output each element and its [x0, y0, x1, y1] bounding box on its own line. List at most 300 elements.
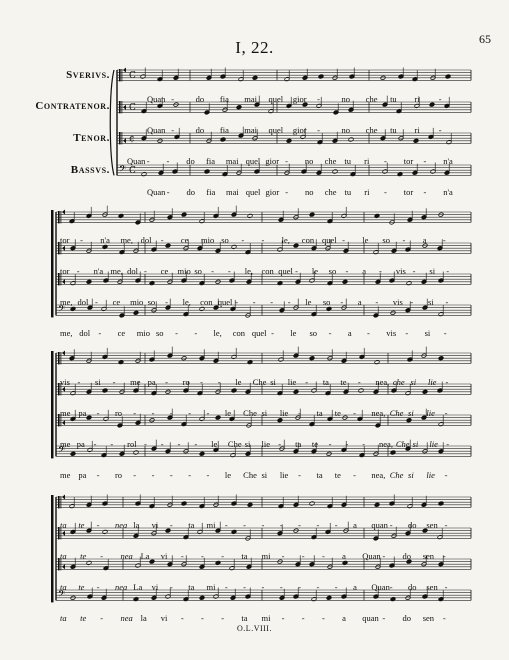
lyric-syllable: pa — [78, 408, 87, 418]
note-head — [390, 450, 396, 455]
lyric-syllable: Che — [243, 470, 257, 480]
lyric-syllable: ta — [322, 377, 329, 387]
lyric-syllable: so — [328, 266, 337, 276]
lyric-syllable: - — [382, 613, 386, 623]
lyric-syllable: so — [221, 235, 229, 245]
lyric-syllable: si — [244, 439, 251, 449]
note-head — [406, 281, 412, 286]
lyric-syllable: Che — [389, 470, 404, 480]
lyric-syllable: - — [287, 297, 291, 307]
note-head — [342, 279, 348, 284]
time-signature-icon: C — [129, 71, 136, 81]
note-head — [438, 501, 444, 506]
page-footer: O.L.VIII. — [237, 624, 272, 633]
lyric-syllable: Quan — [127, 156, 146, 166]
c-clef-icon — [61, 496, 62, 508]
note-head — [102, 244, 108, 249]
note-head — [133, 597, 139, 602]
note-head — [293, 243, 299, 248]
lyric-syllable: no — [341, 125, 350, 135]
lyric-syllable: te — [340, 377, 347, 387]
lyric-syllable: - — [298, 408, 301, 418]
lyric-syllable: vis — [386, 328, 397, 338]
lyric-syllable: tor — [403, 156, 414, 166]
lyric-syllable: ta — [316, 470, 323, 480]
voice-name-superius: Sverivs. — [66, 69, 110, 81]
lyric-syllable: do — [186, 187, 195, 197]
lyric-syllable: lie — [279, 408, 289, 418]
lyric-syllable: quel — [268, 94, 284, 104]
lyric-syllable: - — [442, 551, 446, 561]
lyric-syllable: ce — [112, 297, 121, 307]
lyric-syllable: sen — [422, 551, 435, 561]
lyric-syllable: vis — [60, 377, 70, 387]
lyric-syllable: - — [389, 520, 393, 530]
lyric-syllable: tu — [390, 125, 397, 135]
lyric-syllable: - — [442, 613, 446, 623]
lyric-syllable: - — [444, 408, 448, 418]
note-head — [374, 502, 380, 507]
c-clef-icon — [62, 495, 65, 500]
note-head — [215, 415, 221, 420]
lyric-syllable: - — [201, 613, 204, 623]
lyric-syllable: - — [188, 470, 192, 480]
note-head — [332, 169, 338, 174]
lyric-syllable: mio — [177, 266, 191, 276]
lyric-syllable: mi — [206, 520, 216, 530]
lyric-syllable: ce — [160, 266, 169, 276]
lyric-syllable: - — [321, 613, 325, 623]
lyric-syllable: tor — [60, 266, 70, 276]
c-clef-icon — [61, 211, 62, 223]
c-clef-icon — [122, 101, 123, 113]
note-head — [181, 501, 187, 506]
note-head — [181, 212, 187, 217]
lyric-syllable: mai — [244, 94, 257, 104]
lyric-syllable: lie — [261, 439, 270, 449]
lyric-syllable: si — [429, 266, 436, 276]
lyric-syllable: me — [60, 408, 71, 418]
c-clef-icon — [62, 420, 65, 425]
lyric-syllable: mio — [130, 297, 144, 307]
lyric-syllable: me, — [110, 266, 123, 276]
lyric-syllable: ta — [60, 613, 67, 623]
lyric-syllable: no — [304, 156, 314, 166]
lyric-syllable: so — [194, 266, 202, 276]
lyric-syllable: vi — [151, 582, 159, 592]
lyric-syllable: ta — [60, 582, 67, 592]
piece-title: I, 22. — [235, 38, 274, 57]
lyric-syllable: - — [281, 613, 285, 623]
note-head — [309, 501, 315, 506]
lyric-syllable: nea, — [375, 377, 390, 387]
lyric-syllable: Che — [389, 408, 404, 418]
lyric-syllable: - — [76, 266, 80, 276]
lyric-syllable: quel — [245, 156, 261, 166]
lyric-syllable: ta — [295, 439, 302, 449]
lyric-syllable: si — [412, 439, 419, 449]
lyric-syllable: - — [169, 520, 173, 530]
lyric-syllable: - — [221, 613, 225, 623]
lyric-syllable: me — [60, 439, 71, 449]
lyric-syllable: n'a — [100, 235, 110, 245]
lyric-syllable: le — [305, 297, 312, 307]
lyric-syllable: - — [166, 187, 170, 197]
lyric-syllable: gior — [265, 187, 280, 197]
lyric-syllable: La — [133, 582, 143, 592]
lyric-syllable: - — [334, 582, 338, 592]
lyric-syllable: Che — [227, 439, 242, 449]
lyric-syllable: - — [285, 187, 289, 197]
lyric-syllable: con — [200, 297, 213, 307]
note-head — [86, 415, 92, 420]
lyric-syllable: Che — [395, 439, 410, 449]
lyric-syllable: gior — [292, 94, 307, 104]
note-head — [406, 418, 412, 423]
lyric-syllable: che — [365, 125, 378, 135]
c-clef-icon — [123, 138, 126, 143]
lyric-syllable: me — [60, 470, 71, 480]
lyric-syllable: - — [383, 156, 387, 166]
lyric-syllable: con — [261, 266, 274, 276]
lyric-syllable: n'a — [443, 187, 453, 197]
lyric-syllable: - — [95, 297, 98, 307]
lyric-syllable: do — [195, 125, 205, 135]
lyric-syllable: - — [96, 582, 100, 592]
lyric-syllable: le, — [281, 235, 290, 245]
lyric-syllable: ta — [241, 613, 248, 623]
c-clef-icon — [62, 351, 65, 356]
note-head — [390, 597, 396, 602]
lyric-syllable: me, — [60, 328, 73, 338]
brace — [110, 70, 114, 175]
page-number: 65 — [479, 32, 491, 46]
time-signature-icon: C — [129, 103, 136, 113]
voice-name-bassus: Bassvs. — [70, 164, 110, 176]
note-head — [70, 451, 76, 456]
c-clef-icon — [62, 210, 65, 215]
lyric-syllable: - — [301, 613, 305, 623]
lyric-syllable: - — [445, 377, 449, 387]
lyric-syllable: te — [334, 408, 341, 418]
bass-clef-icon: 𝄢 — [58, 444, 66, 458]
lyric-syllable: - — [384, 187, 387, 197]
lyric-syllable: le, — [244, 266, 253, 276]
lyric-syllable: - — [271, 328, 274, 338]
lyric-syllable: - — [389, 582, 393, 592]
lyric-syllable: nea — [120, 551, 133, 561]
lyric-syllable: fia — [206, 156, 216, 166]
lyric-syllable: sen — [426, 582, 438, 592]
lyric-syllable: a — [422, 235, 427, 245]
lyric-syllable: fia — [219, 125, 229, 135]
lyric-syllable: a — [357, 297, 362, 307]
lyric-syllable: nea — [114, 520, 128, 530]
lyric-syllable: dol — [140, 235, 152, 245]
lyric-syllable: - — [243, 582, 247, 592]
note-head — [102, 388, 108, 393]
lyric-syllable: a — [353, 520, 357, 530]
lyric-syllable: lie — [287, 377, 297, 387]
lyric-syllable: - — [100, 551, 104, 561]
lyric-syllable: si — [427, 297, 434, 307]
lyric-syllable: - — [382, 551, 386, 561]
lyric-syllable: - — [200, 377, 204, 387]
lyric-syllable: tu — [390, 94, 397, 104]
note-head — [133, 450, 139, 455]
lyric-syllable: - — [96, 470, 100, 480]
lyric-syllable: - — [446, 266, 450, 276]
lyric-syllable: lie — [426, 408, 435, 418]
lyric-syllable: te — [80, 613, 87, 623]
lyric-syllable: so — [382, 235, 390, 245]
lyric-syllable: - — [446, 439, 450, 449]
note-head — [165, 243, 171, 248]
note-head — [133, 310, 139, 315]
lyric-syllable: - — [243, 520, 247, 530]
note-head — [86, 560, 92, 565]
note-head — [348, 137, 354, 142]
lyric-syllable: do — [408, 582, 417, 592]
lyric-syllable: sen — [426, 520, 438, 530]
note-head — [326, 306, 332, 311]
lyric-syllable: nea — [114, 582, 128, 592]
lyric-syllable: - — [96, 408, 100, 418]
note-head — [397, 172, 403, 177]
lyric-syllable: - — [353, 408, 356, 418]
lyric-syllable: sen — [422, 613, 435, 623]
c-clef-icon — [62, 246, 65, 251]
c-clef-icon — [61, 352, 62, 364]
note-head — [220, 137, 226, 142]
lyric-syllable: mi — [261, 613, 271, 623]
note-head — [204, 169, 210, 174]
lyric-syllable: - — [221, 551, 225, 561]
note-head — [236, 105, 242, 110]
lyric-syllable: - — [100, 613, 104, 623]
lyric-syllable: - — [165, 377, 168, 387]
lyric-syllable: - — [305, 377, 309, 387]
lyric-syllable: - — [412, 266, 416, 276]
lyric-syllable: a — [342, 613, 346, 623]
lyric-syllable: do — [402, 551, 412, 561]
lyric-syllable: ta — [188, 520, 195, 530]
lyric-syllable: le — [211, 439, 218, 449]
lyric-syllable: - — [217, 377, 221, 387]
lyric-syllable: - — [169, 408, 173, 418]
lyric-syllable: - — [143, 439, 147, 449]
note-head — [118, 360, 124, 365]
lyric-syllable: n'a — [93, 266, 104, 276]
lyric-syllable: no — [305, 187, 314, 197]
lyric-syllable: quel — [268, 125, 284, 135]
lyric-syllable: - — [298, 520, 301, 530]
lyric-syllable: mai — [244, 125, 257, 135]
lyric-syllable: Quan — [362, 551, 381, 561]
lyric-syllable: la — [140, 613, 147, 623]
lyric-syllable: - — [175, 328, 178, 338]
lyric-syllable: la — [133, 520, 140, 530]
lyric-syllable: le — [224, 408, 231, 418]
lyric-syllable: rol — [127, 439, 137, 449]
lyric-syllable: tor — [403, 187, 414, 197]
lyric-syllable: - — [261, 235, 265, 245]
lyric-syllable: - — [438, 125, 442, 135]
c-clef-icon — [58, 211, 60, 223]
note-head — [86, 279, 92, 284]
note-head — [247, 213, 253, 218]
lyric-syllable: me, — [120, 235, 133, 245]
lyric-syllable: - — [235, 297, 239, 307]
lyric-syllable: ce — [180, 235, 189, 245]
lyric-syllable: le — [290, 328, 297, 338]
note-head — [277, 281, 283, 286]
lyric-syllable: lie — [429, 439, 438, 449]
lyric-syllable: ro — [114, 470, 123, 480]
lyric-syllable: nea, — [379, 439, 393, 449]
lyric-syllable: gior — [265, 156, 280, 166]
note-head — [231, 388, 237, 393]
bracket — [51, 495, 54, 602]
c-clef-icon — [62, 387, 65, 392]
note-head — [374, 360, 380, 365]
lyric-syllable: - — [442, 235, 446, 245]
lyric-syllable: - — [423, 187, 427, 197]
lyric-syllable: mio — [136, 328, 150, 338]
lyric-syllable: si — [95, 377, 101, 387]
lyric-syllable: - — [241, 235, 245, 245]
lyric-syllable: le — [311, 266, 319, 276]
lyric-syllable: do — [195, 94, 205, 104]
lyric-syllable: le, — [182, 297, 191, 307]
c-clef-icon — [58, 352, 60, 364]
lyric-syllable: a — [342, 551, 346, 561]
lyric-syllable: - — [298, 470, 301, 480]
lyric-syllable: te — [311, 439, 319, 449]
lyric-syllable: so — [147, 297, 156, 307]
note-head — [429, 102, 435, 107]
lyric-syllable: - — [261, 520, 265, 530]
lyric-syllable: me, — [60, 297, 73, 307]
lyric-syllable: mio — [201, 235, 215, 245]
lyric-syllable: nea, — [371, 408, 386, 418]
lyric-syllable: - — [171, 94, 175, 104]
bass-clef-icon: 𝄢 — [58, 588, 66, 602]
lyric-syllable: - — [345, 266, 349, 276]
note-head — [118, 213, 124, 218]
lyric-syllable: tor — [60, 235, 70, 245]
lyric-syllable: - — [281, 551, 285, 561]
note-head — [70, 306, 76, 311]
lyric-syllable: Quan — [371, 582, 390, 592]
note-head — [413, 138, 419, 143]
lyric-syllable: tu — [344, 187, 352, 197]
lyric-syllable: - — [316, 520, 320, 530]
note-head — [199, 451, 205, 456]
c-clef-icon — [119, 132, 121, 144]
note-head — [358, 388, 364, 393]
lyric-syllable: a — [362, 266, 367, 276]
c-clef-icon — [62, 531, 65, 536]
lyric-syllable: - — [423, 156, 427, 166]
lyric-syllable: - — [112, 377, 116, 387]
lyric-syllable: - — [379, 266, 382, 276]
lyric-syllable: - — [224, 582, 228, 592]
lyric-syllable: quel — [251, 328, 267, 338]
lyric-syllable: - — [375, 297, 379, 307]
lyric-syllable: - — [279, 582, 283, 592]
lyric-syllable: che — [392, 377, 405, 387]
bass-clef-icon: 𝄢 — [119, 163, 127, 177]
c-clef-icon — [123, 105, 126, 110]
lyric-syllable: - — [146, 156, 150, 166]
lyric-syllable: - — [211, 266, 214, 276]
lyric-syllable: vis — [395, 266, 406, 276]
lyric-syllable: - — [321, 551, 325, 561]
lyric-syllable: so — [155, 328, 164, 338]
time-signature-icon: ¢ — [129, 134, 135, 144]
lyric-syllable: te — [80, 551, 87, 561]
lyric-syllable: - — [405, 328, 409, 338]
c-clef-icon — [123, 68, 126, 73]
lyric-syllable: - — [367, 328, 370, 338]
lyric-syllable: si — [424, 328, 431, 338]
lyric-syllable: lie — [426, 470, 435, 480]
note-head — [231, 529, 237, 534]
lyric-syllable: mi — [261, 551, 271, 561]
lyric-syllable: mai — [225, 156, 239, 166]
c-clef-icon — [122, 69, 123, 81]
lyric-syllable: vi — [160, 551, 168, 561]
lyric-syllable: - — [166, 156, 170, 166]
lyric-syllable: - — [345, 439, 349, 449]
lyric-syllable: si — [408, 408, 414, 418]
lyric-syllable: - — [227, 266, 231, 276]
lyric-syllable: - — [169, 582, 173, 592]
lyric-syllable: - — [224, 520, 228, 530]
lyric-syllable: ce — [117, 328, 126, 338]
note-head — [326, 595, 332, 600]
lyric-syllable: a — [347, 328, 352, 338]
note-head — [141, 172, 147, 177]
c-clef-icon — [62, 279, 65, 284]
lyric-syllable: - — [194, 328, 198, 338]
lyric-syllable: quel — [321, 235, 337, 245]
lyric-syllable: - — [261, 582, 265, 592]
voice-name-contratenor: Contratenor. — [35, 100, 110, 112]
lyric-syllable: - — [301, 551, 305, 561]
note-head — [247, 502, 253, 507]
c-clef-icon — [122, 132, 123, 144]
note-head — [309, 356, 315, 361]
lyric-syllable: - — [180, 613, 184, 623]
c-clef-icon — [58, 496, 60, 508]
lyric-syllable: vis — [392, 297, 403, 307]
lyric-syllable: lie — [279, 470, 289, 480]
lyric-syllable: - — [160, 439, 164, 449]
lyric-syllable: si — [261, 470, 268, 480]
lyric-syllable: - — [438, 94, 442, 104]
lyric-syllable: pa — [78, 470, 87, 480]
lyric-syllable: te — [334, 470, 341, 480]
lyric-syllable: - — [160, 235, 164, 245]
lyric-syllable: quan — [362, 613, 379, 623]
lyric-syllable: - — [328, 328, 332, 338]
note-head — [293, 389, 299, 394]
lyric-syllable: - — [77, 377, 81, 387]
lyric-syllable: - — [410, 297, 414, 307]
bracket — [51, 210, 54, 317]
